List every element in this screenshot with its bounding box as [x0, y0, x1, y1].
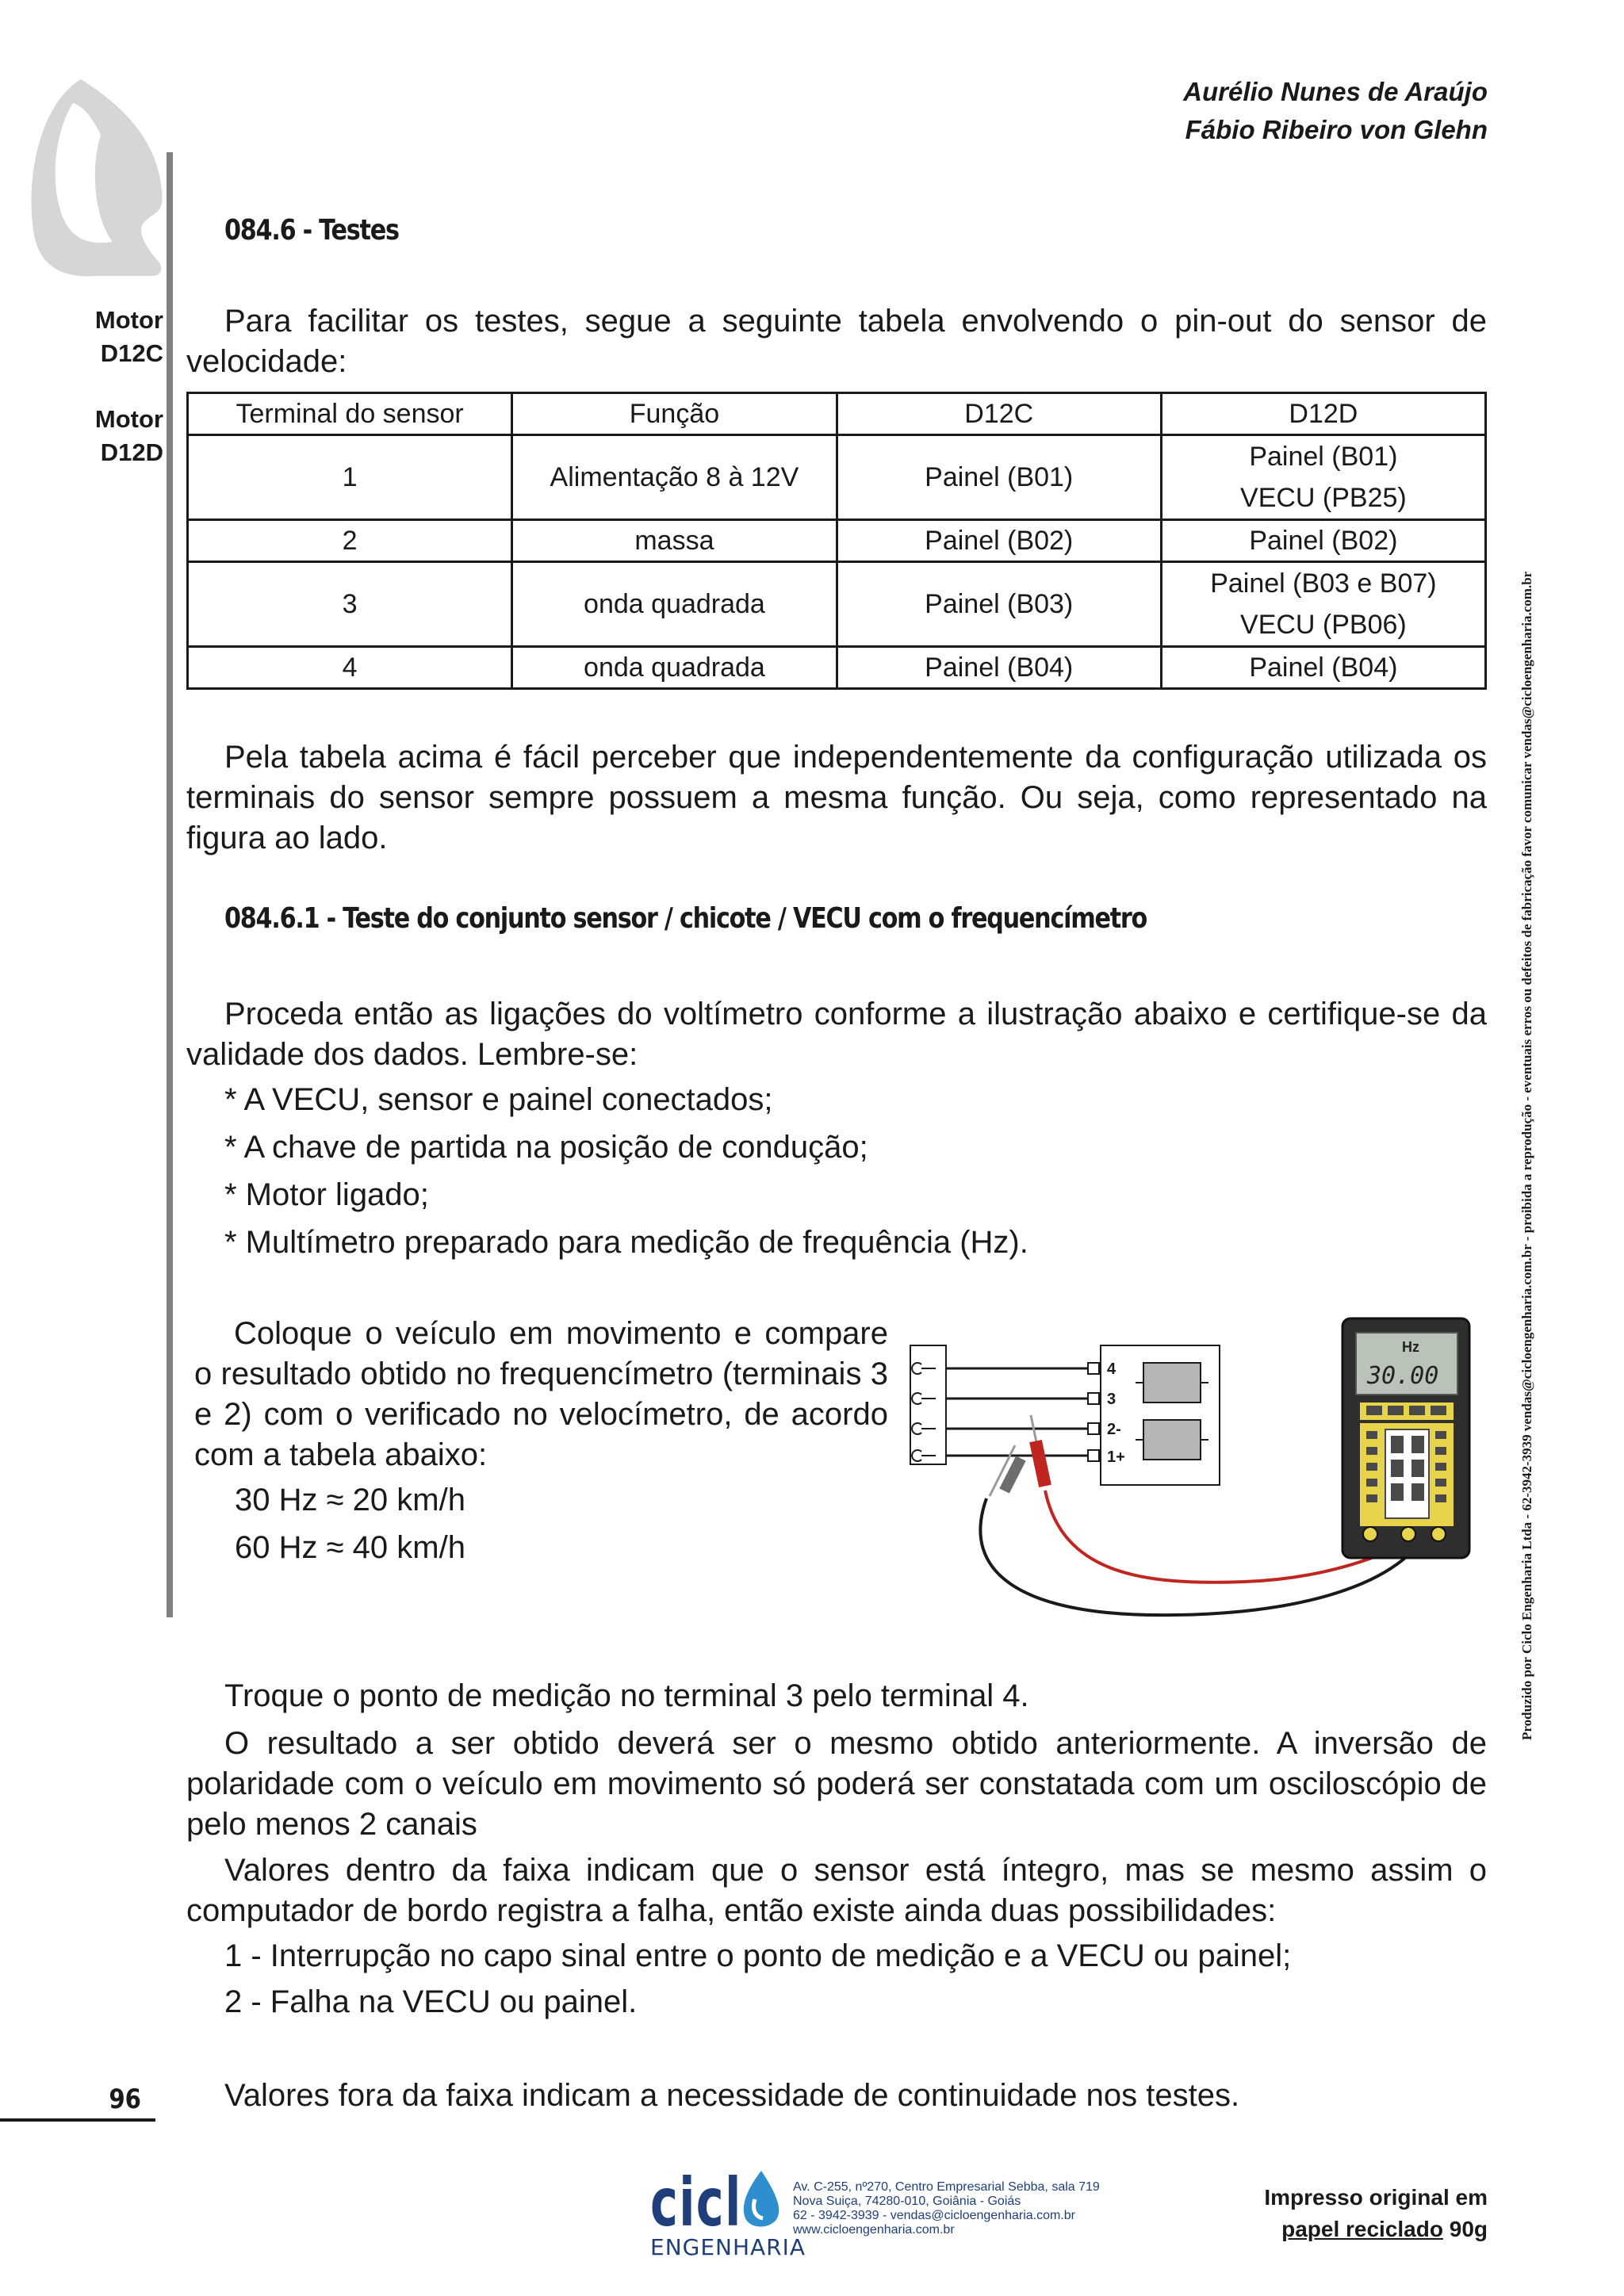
- table-row: [188, 562, 1486, 647]
- subsection-title: 084.6.1 - Teste do conjunto sensor / chicote / VECU com o frequencímetro: [224, 902, 1147, 935]
- table-row: [188, 520, 1486, 562]
- table-cell: Painel (B04): [837, 647, 1161, 689]
- freq-line: 30 Hz ≈ 20 km/h: [235, 1483, 465, 1517]
- paragraph: Troque o ponto de medição no terminal 3 pelo terminal 4.: [224, 1678, 1029, 1713]
- address-block: [793, 2180, 1100, 2237]
- address-line: Nova Suiça, 74280-010, Goiânia - Goiás: [793, 2195, 1021, 2208]
- pin-label: 1+: [1107, 1448, 1125, 1466]
- intro-paragraph: Para facilitar os testes, segue a seguinte tabela envolvendo o pin-out do sensor de velocidade:: [186, 304, 1487, 379]
- table-cell: Painel (B01) VECU (PB25): [1161, 435, 1485, 520]
- address-line: 62 - 3942-3939 - vendas@cicloengenharia.com.br: [793, 2209, 1076, 2222]
- brand-wordmark: cicl: [650, 2164, 742, 2241]
- table-header: Terminal do sensor: [188, 393, 512, 435]
- panel-connector: [1088, 1345, 1220, 1485]
- print-note-line: Impresso original em: [1264, 2185, 1488, 2210]
- meter-reading: 30.00: [1367, 1362, 1439, 1390]
- list-item: 2 - Falha na VECU ou painel.: [224, 1984, 638, 2019]
- table-cell: massa: [512, 520, 837, 562]
- list-item: 1 - Interrupção no capo sinal entre o ponto de medição e a VECU ou painel;: [224, 1938, 1292, 1973]
- list-item: * A VECU, sensor e painel conectados;: [224, 1082, 773, 1117]
- pin-label: 3: [1107, 1391, 1116, 1408]
- logo-swoosh-icon: [25, 71, 168, 285]
- table-cell: Painel (B02): [837, 520, 1161, 562]
- table-cell: onda quadrada: [512, 562, 837, 647]
- table-cell: Painel (B01): [837, 435, 1161, 520]
- meter-unit: Hz: [1402, 1339, 1419, 1355]
- list-item: * Motor ligado;: [224, 1177, 429, 1212]
- multimeter-icon: [1342, 1318, 1469, 1558]
- side-label-motor-d12d: Motor D12D: [94, 405, 163, 466]
- paragraph: Proceda então as ligações do voltímetro conforme a ilustração abaixo e certifique-se da validade dos dados. Lembre-se:: [186, 997, 1487, 1072]
- print-note-weight: 90g: [1442, 2217, 1488, 2241]
- paragraph: Pela tabela acima é fácil perceber que independentemente da configuração utilizada os terminais do sensor sempre possuem a mesma função. Ou seja, como representado na figura ao lado.: [186, 740, 1487, 855]
- table-header: Função: [512, 393, 837, 435]
- table-cell: Alimentação 8 à 12V: [512, 435, 837, 520]
- pinout-table: [186, 392, 1487, 690]
- list-item: * A chave de partida na posição de condução;: [224, 1130, 868, 1165]
- brand-subtitle: ENGENHARIA: [650, 2234, 806, 2260]
- side-label-motor-d12c: Motor D12C: [94, 306, 163, 367]
- list-item: * Multímetro preparado para medição de frequência (Hz).: [224, 1225, 1028, 1260]
- table-cell: 2: [188, 520, 512, 562]
- table-cell: Painel (B02): [1161, 520, 1485, 562]
- freq-line: 60 Hz ≈ 40 km/h: [235, 1530, 465, 1565]
- copyright-note: Produzido por Ciclo Engenharia Ltda - 62-3942-3939 vendas@cicloengenharia.com.br - proibida a reprodução - eventuais erros ou defeitos de fabricação favor comunicar vendas@cicloengenharia.com.br: [1519, 571, 1534, 1740]
- author-name: Fábio Ribeiro von Glehn: [1185, 115, 1488, 144]
- address-line: www.cicloengenharia.com.br: [793, 2223, 955, 2237]
- table-cell: onda quadrada: [512, 647, 837, 689]
- paragraph: Valores dentro da faixa indicam que o sensor está íntegro, mas se mesmo assim o computador de bordo registra a falha, então existe ainda duas possibilidades:: [186, 1853, 1487, 1928]
- page-number: 96: [109, 2084, 142, 2115]
- table-row: [188, 647, 1486, 689]
- paragraph: O resultado a ser obtido deverá ser o mesmo obtido anteriormente. A inversão de polaridade com o veículo em movimento só poderá ser constatada com um osciloscópio de pelo menos 2 canais: [186, 1726, 1487, 1842]
- table-cell: 3: [188, 562, 512, 647]
- table-cell: Painel (B03): [837, 562, 1161, 647]
- print-note-line: [1264, 2214, 1488, 2245]
- table-cell: 4: [188, 647, 512, 689]
- red-probe-icon: [1029, 1415, 1051, 1487]
- margin-bar: [167, 152, 173, 1617]
- author-name: Aurélio Nunes de Araújo: [1183, 77, 1488, 106]
- authors: [1183, 73, 1488, 149]
- paragraph: Coloque o veículo em movimento e compare o resultado obtido no frequencímetro (terminais 3 e 2) com o verificado no velocímetro, de acordo com a tabela abaixo:: [194, 1316, 888, 1472]
- table-header-row: [188, 393, 1486, 435]
- pin-label: 4: [1107, 1360, 1116, 1378]
- pin-label: 2-: [1107, 1421, 1121, 1438]
- sensor-connector: [910, 1345, 946, 1464]
- table-cell: 1: [188, 435, 512, 520]
- paragraph: Valores fora da faixa indicam a necessidade de continuidade nos testes.: [224, 2078, 1240, 2113]
- print-note: [1264, 2182, 1488, 2245]
- table-header: D12C: [837, 393, 1161, 435]
- wiring-diagram: [904, 1312, 1475, 1653]
- table-cell: Painel (B03 e B07) VECU (PB06): [1161, 562, 1485, 647]
- black-probe-icon: [990, 1445, 1026, 1496]
- table-cell: Painel (B04): [1161, 647, 1485, 689]
- address-line: Av. C-255, nº270, Centro Empresarial Sebba, sala 719: [793, 2180, 1100, 2194]
- table-row: [188, 435, 1486, 520]
- print-note-underlined: papel reciclado: [1281, 2217, 1443, 2241]
- section-title: 084.6 - Testes: [224, 214, 399, 247]
- table-header: D12D: [1161, 393, 1485, 435]
- page-number-rule: [0, 2118, 155, 2122]
- harness-wires: [946, 1368, 1088, 1456]
- ciclo-drop-icon: [737, 2168, 783, 2231]
